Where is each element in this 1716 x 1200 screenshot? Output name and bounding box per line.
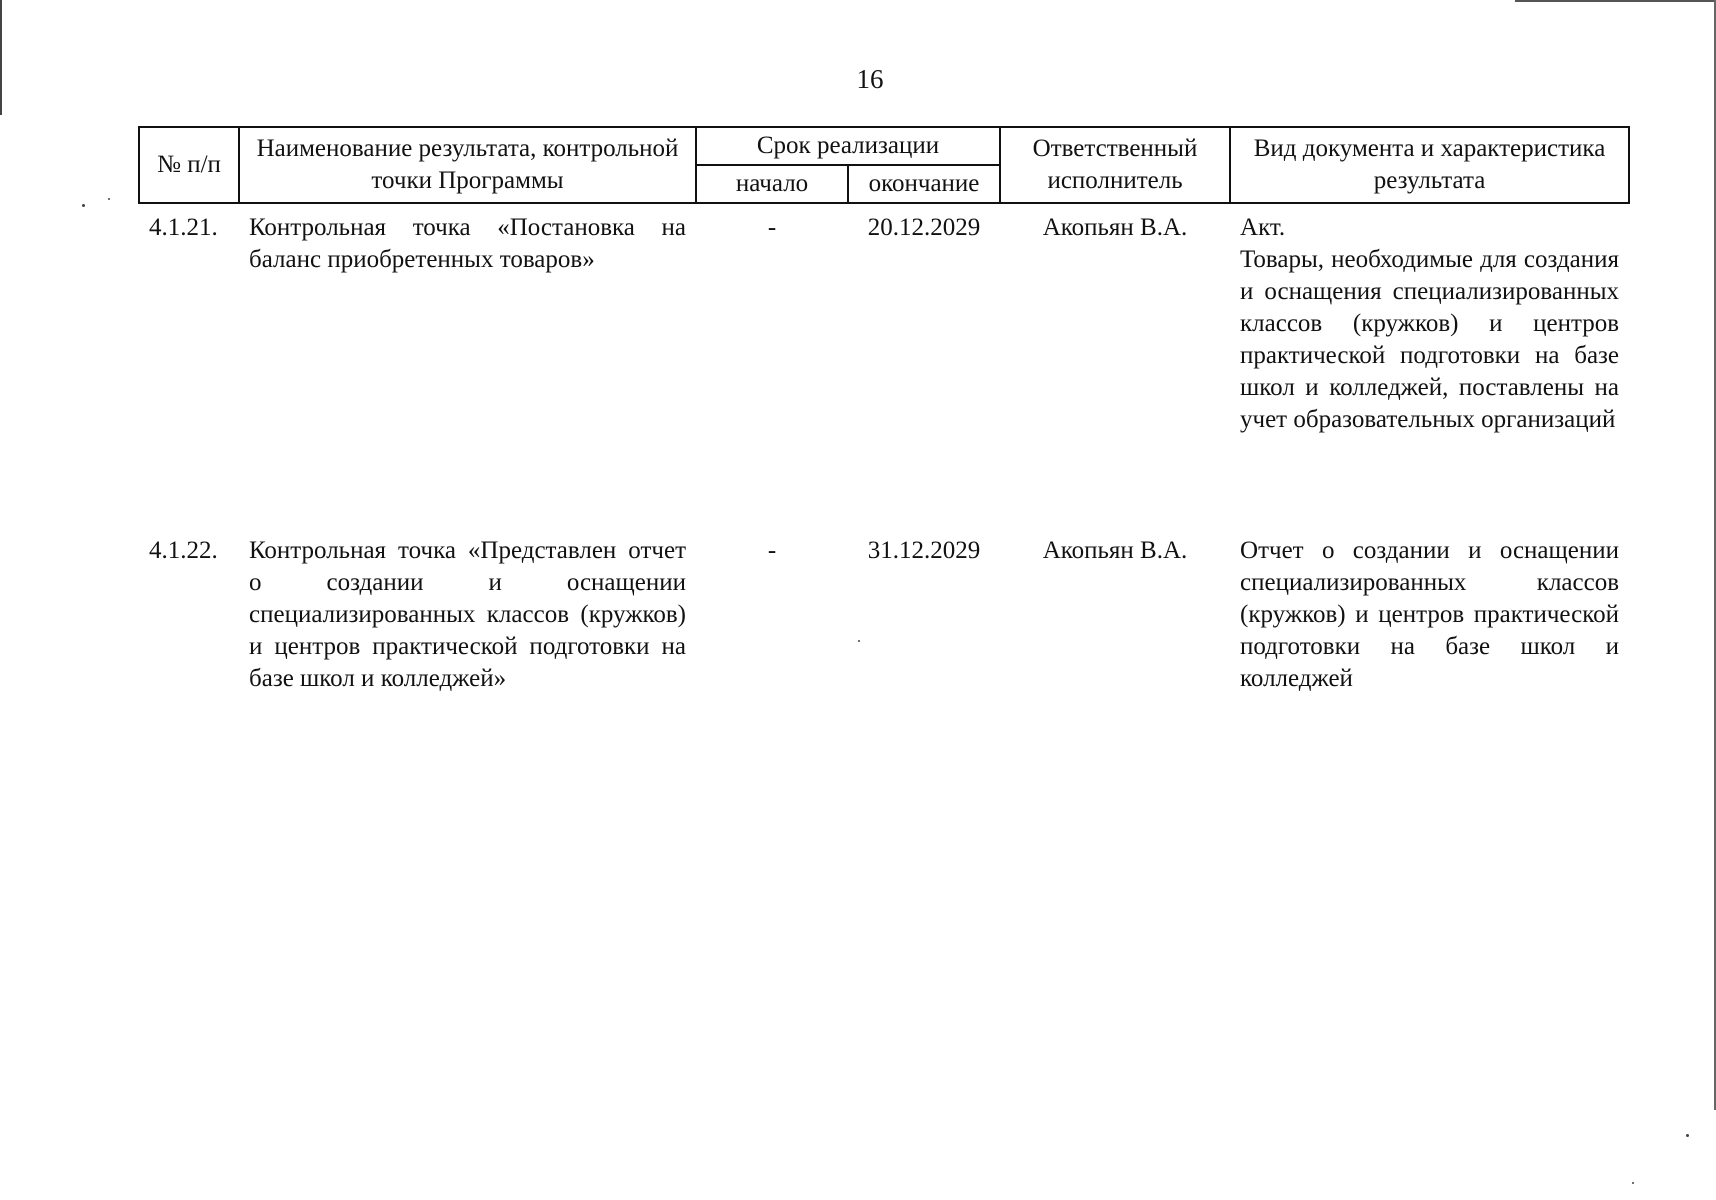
row-start: - [767,214,777,241]
row-end: 31.12.2029 [867,537,981,564]
scan-speck [108,198,110,200]
row-number: 4.1.21. [149,214,218,241]
header-responsible: Ответственный исполнитель [1000,127,1230,203]
header-document: Вид документа и характеристика результата [1230,127,1629,203]
row-responsible: Акопьян В.А. [1042,537,1188,564]
row-document [1230,203,1629,535]
header-name: Наименование результата, контрольной точки Программы [239,127,696,203]
program-table [138,126,1630,695]
row-end: 20.12.2029 [867,214,981,241]
scan-edge-left [0,0,2,115]
row-description: Товары, необходимые для создания и оснащения специализированных классов (кружков) и центров практической подготовки на базе школ и колледжей, поставлены на учет образовательных организаций [1240,246,1620,433]
header-period: Срок реализации [696,127,1000,165]
scan-edge-top [1515,0,1716,2]
header-num: № п/п [139,127,239,203]
table-row [139,535,1629,695]
header-end: окончание [848,165,1000,203]
row-responsible: Акопьян В.А. [1042,214,1188,241]
row-start: - [767,537,777,564]
table-header-row [139,127,1629,165]
page-number: 16 [856,64,884,94]
row-doc-type: Акт. [1240,214,1286,241]
row-number: 4.1.22. [149,537,218,564]
table-row [139,203,1629,535]
scan-speck [82,204,85,207]
row-document [1230,535,1629,695]
row-description: Отчет о создании и оснащении специализированных классов (кружков) и центров практической подготовки на базе школ и колледжей [1240,537,1620,692]
row-name: Контрольная точка «Постановка на баланс приобретенных товаров» [249,214,686,273]
header-start: начало [696,165,848,203]
row-name: Контрольная точка «Представлен отчет о создании и оснащении специализированных классов (кружков) и центров практической подготовки на базе школ и колледжей» [249,537,686,692]
scan-speck [1632,1182,1634,1184]
scan-speck [1686,1134,1689,1137]
